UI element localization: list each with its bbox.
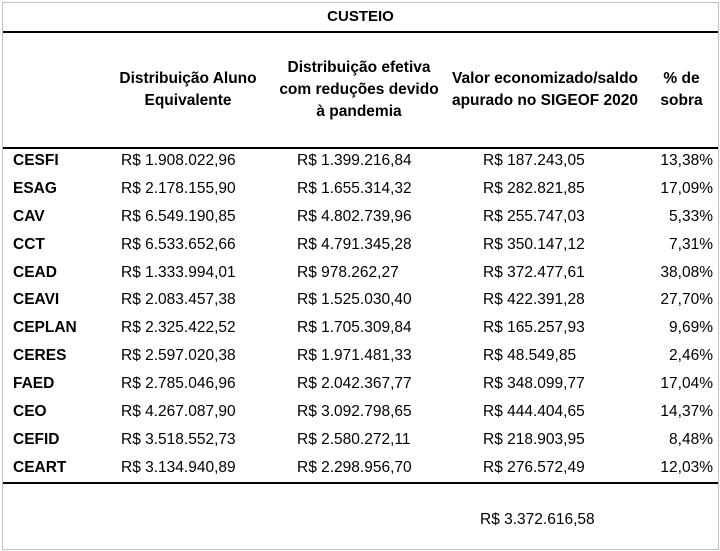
cell-campus: CEPLAN xyxy=(13,319,77,337)
cell-distribuicao-aluno: R$ 4.267.087,90 xyxy=(121,402,236,420)
table-row xyxy=(3,398,718,426)
header-distribuicao-aluno: Distribuição Aluno Equivalente xyxy=(119,70,257,109)
cell-valor-economizado: R$ 165.257,93 xyxy=(483,319,585,337)
cell-valor-economizado: R$ 276.572,49 xyxy=(483,458,585,476)
table-row xyxy=(3,454,718,482)
table-row xyxy=(3,175,718,203)
cell-campus: CEFID xyxy=(13,430,60,448)
cell-percent-sobra: 38,08% xyxy=(660,263,713,281)
cell-campus: CEO xyxy=(13,402,47,420)
cell-distribuicao-efetiva: R$ 1.399.216,84 xyxy=(297,151,412,169)
divider-bottom xyxy=(3,482,718,484)
cell-distribuicao-efetiva: R$ 2.580.272,11 xyxy=(297,430,411,448)
cell-campus: FAED xyxy=(13,375,55,393)
cell-distribuicao-aluno: R$ 2.597.020,38 xyxy=(121,347,236,365)
cell-percent-sobra: 17,09% xyxy=(660,179,713,197)
cell-campus: CESFI xyxy=(13,151,59,169)
cell-distribuicao-efetiva: R$ 1.525.030,40 xyxy=(297,291,412,309)
cell-distribuicao-efetiva: R$ 4.791.345,28 xyxy=(297,235,412,253)
cell-percent-sobra: 27,70% xyxy=(660,291,713,309)
cell-percent-sobra: 9,69% xyxy=(669,319,713,337)
cell-valor-economizado: R$ 187.243,05 xyxy=(483,151,585,169)
cell-distribuicao-efetiva: R$ 1.655.314,32 xyxy=(297,179,412,197)
cell-distribuicao-aluno: R$ 2.785.046,96 xyxy=(121,375,236,393)
cell-percent-sobra: 8,48% xyxy=(669,430,713,448)
cell-campus: CEAVI xyxy=(13,291,60,309)
table-row xyxy=(3,426,718,454)
table-row xyxy=(3,314,718,342)
header-distribuicao-efetiva: Distribuição efetiva com reduções devido à pandemia xyxy=(279,59,439,120)
cell-percent-sobra: 5,33% xyxy=(669,207,713,225)
cell-valor-economizado: R$ 255.747,03 xyxy=(483,207,585,225)
cell-valor-economizado: R$ 282.821,85 xyxy=(483,179,585,197)
cell-percent-sobra: 12,03% xyxy=(660,458,713,476)
cell-distribuicao-aluno: R$ 3.134.940,89 xyxy=(121,458,236,476)
cell-campus: CCT xyxy=(13,235,45,253)
cell-distribuicao-efetiva: R$ 1.705.309,84 xyxy=(297,319,412,337)
cell-distribuicao-aluno: R$ 2.325.422,52 xyxy=(121,319,236,337)
cell-campus: CAV xyxy=(13,207,45,225)
cell-distribuicao-efetiva: R$ 1.971.481,33 xyxy=(297,347,412,365)
cell-distribuicao-aluno: R$ 2.178.155,90 xyxy=(121,179,236,197)
cell-campus: CERES xyxy=(13,347,67,365)
cell-valor-economizado: R$ 422.391,28 xyxy=(483,291,585,309)
cell-distribuicao-aluno: R$ 6.533.652,66 xyxy=(121,235,236,253)
cell-percent-sobra: 14,37% xyxy=(660,402,713,420)
table-row xyxy=(3,203,718,231)
cell-valor-economizado: R$ 48.549,85 xyxy=(483,347,577,365)
table-row xyxy=(3,231,718,259)
cell-distribuicao-aluno: R$ 3.518.552,73 xyxy=(121,430,236,448)
budget-table xyxy=(3,33,718,482)
table-row xyxy=(3,147,718,175)
header-valor-economizado: Valor economizado/saldo apurado no SIGEOF 2020 xyxy=(451,70,639,109)
cell-distribuicao-aluno: R$ 1.333.994,01 xyxy=(121,263,236,281)
header-percent-sobra: % de sobra xyxy=(660,70,703,109)
table-row xyxy=(3,370,718,398)
cell-distribuicao-aluno: R$ 1.908.022,96 xyxy=(121,151,236,169)
cell-distribuicao-efetiva: R$ 4.802.739,96 xyxy=(297,207,412,225)
cell-distribuicao-efetiva: R$ 3.092.798,65 xyxy=(297,402,412,420)
cell-campus: ESAG xyxy=(13,179,57,197)
cell-valor-economizado: R$ 218.903,95 xyxy=(483,430,585,448)
cell-percent-sobra: 13,38% xyxy=(660,151,713,169)
cell-percent-sobra: 7,31% xyxy=(669,235,713,253)
cell-percent-sobra: 17,04% xyxy=(660,375,713,393)
table-body xyxy=(3,147,718,482)
cell-valor-economizado: R$ 444.404,65 xyxy=(483,402,585,420)
cell-distribuicao-efetiva: R$ 978.262,27 xyxy=(297,263,399,281)
table-title: CUSTEIO xyxy=(327,8,394,25)
total-value: R$ 3.372.616,58 xyxy=(480,511,595,528)
cell-valor-economizado: R$ 350.147,12 xyxy=(483,235,585,253)
cell-campus: CEART xyxy=(13,458,67,476)
header-campus xyxy=(3,33,103,147)
cell-valor-economizado: R$ 372.477,61 xyxy=(483,263,585,281)
cell-valor-economizado: R$ 348.099,77 xyxy=(483,375,585,393)
cell-distribuicao-aluno: R$ 2.083.457,38 xyxy=(121,291,236,309)
table-row xyxy=(3,259,718,287)
cell-distribuicao-efetiva: R$ 2.298.956,70 xyxy=(297,458,412,476)
header-row xyxy=(3,33,718,147)
cell-percent-sobra: 2,46% xyxy=(669,347,713,365)
custeio-table-frame xyxy=(2,2,719,550)
table-row xyxy=(3,342,718,370)
cell-distribuicao-aluno: R$ 6.549.190,85 xyxy=(121,207,236,225)
table-row xyxy=(3,286,718,314)
cell-distribuicao-efetiva: R$ 2.042.367,77 xyxy=(297,375,412,393)
cell-campus: CEAD xyxy=(13,263,57,281)
